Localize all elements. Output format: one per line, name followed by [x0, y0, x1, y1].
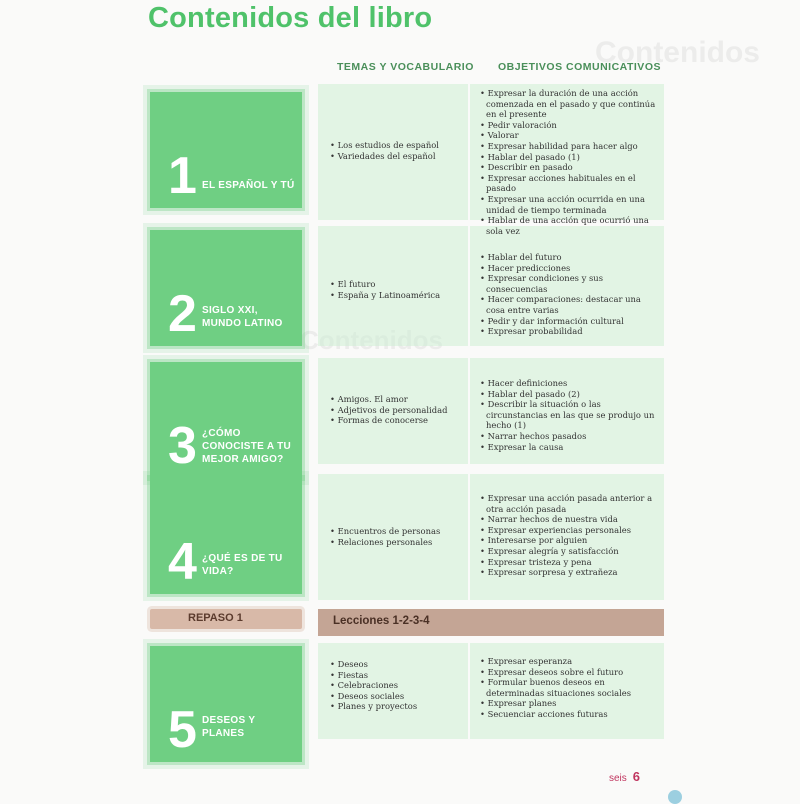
unit-title: DESEOS Y PLANES [202, 715, 256, 739]
list-item: • Narrar hechos pasados [480, 431, 660, 442]
unit-title: ¿QUÉ ES DE TU VIDA? [202, 553, 283, 577]
repaso-text: REPASO 1 [188, 612, 243, 624]
unit-block-1 [150, 92, 302, 208]
page-number-word: seis [608, 773, 627, 784]
unit-block-2 [150, 230, 302, 346]
unit-number: 3 [168, 417, 197, 475]
objectives-list-3 [480, 378, 660, 452]
vocabulary-list-5 [330, 659, 460, 712]
objectives-list-2 [480, 252, 660, 337]
list-item: • Expresar probabilidad [480, 326, 660, 337]
list-item: • Relaciones personales [330, 537, 460, 548]
page-footer [609, 768, 640, 786]
page-number: 6 [632, 769, 640, 784]
list-item: • Celebraciones [330, 680, 460, 691]
list-item: • Expresar alegría y satisfacción [480, 546, 660, 557]
list-item: • Expresar tristeza y pena [480, 557, 660, 568]
list-item: • Los estudios de español [330, 140, 460, 151]
list-item: • Pedir y dar información cultural [480, 316, 660, 327]
list-item: • Describir la situación o las circunstancias en las que se produjo un hecho (1) [480, 399, 660, 431]
list-item: • Hablar de una acción que ocurrió una sola vez [480, 215, 660, 236]
list-item: • Hacer comparaciones: destacar una cosa entre varias [480, 294, 660, 315]
list-item: • Hacer definiciones [480, 378, 660, 389]
list-item: • Deseos sociales [330, 691, 460, 702]
repaso-label [150, 609, 302, 629]
unit-title: EL ESPAÑOL Y TÚ [202, 180, 295, 191]
list-item: • Secuenciar acciones futuras [480, 709, 660, 720]
unit-number: 1 [168, 147, 197, 205]
list-item: • Describir en pasado [480, 162, 660, 173]
list-item: • Expresar planes [480, 698, 660, 709]
list-item: • Interesarse por alguien [480, 535, 660, 546]
list-item: • Narrar hechos de nuestra vida [480, 514, 660, 525]
list-item: • Expresar deseos sobre el futuro [480, 667, 660, 678]
list-item: • Pedir valoración [480, 120, 660, 131]
list-item: • Expresar acciones habituales en el pasado [480, 173, 660, 194]
lessons-bar [318, 609, 664, 636]
list-item: • Expresar la causa [480, 442, 660, 453]
objectives-list-4 [480, 493, 660, 578]
objectives-list-5 [480, 656, 660, 720]
list-item: • Deseos [330, 659, 460, 670]
list-item: • Hablar del pasado (2) [480, 389, 660, 400]
list-item: • Hablar del futuro [480, 252, 660, 263]
list-item: • Expresar esperanza [480, 656, 660, 667]
list-item: • Expresar experiencias personales [480, 525, 660, 536]
list-item: • Variedades del español [330, 151, 460, 162]
column-header-objectives: OBJETIVOS COMUNICATIVOS [498, 61, 661, 73]
unit-number: 4 [168, 533, 197, 591]
page-title: Contenidos del libro [148, 2, 433, 34]
list-item: • Expresar una acción pasada anterior a otra acción pasada [480, 493, 660, 514]
unit-number: 2 [168, 285, 197, 343]
list-item: • Valorar [480, 130, 660, 141]
objectives-list-1 [480, 88, 660, 236]
list-item: • Expresar habilidad para hacer algo [480, 141, 660, 152]
unit-block-5 [150, 646, 302, 762]
list-item: • Hacer predicciones [480, 263, 660, 274]
unit-block-4 [150, 478, 302, 594]
list-item: • Formular buenos deseos en determinadas situaciones sociales [480, 677, 660, 698]
list-item: • Expresar sorpresa y extrañeza [480, 567, 660, 578]
list-item: • Formas de conocerse [330, 415, 460, 426]
unit-block-3 [150, 362, 302, 478]
list-item: • España y Latinoamérica [330, 290, 460, 301]
column-header-vocabulary: TEMAS Y VOCABULARIO [337, 61, 474, 73]
list-item: • Adjetivos de personalidad [330, 405, 460, 416]
vocabulary-list-3 [330, 394, 460, 426]
corner-decoration [668, 790, 682, 804]
list-item: • Hablar del pasado (1) [480, 152, 660, 163]
list-item: • Expresar una acción ocurrida en una unidad de tiempo terminada [480, 194, 660, 215]
list-item: • Fiestas [330, 670, 460, 681]
list-item: • Planes y proyectos [330, 701, 460, 712]
list-item: • Expresar la duración de una acción comenzada en el pasado y que continúa en el presente [480, 88, 660, 120]
unit-title: SIGLO XXI, MUNDO LATINO [202, 305, 283, 329]
vocabulary-list-1 [330, 140, 460, 161]
list-item: • El futuro [330, 279, 460, 290]
list-item: • Amigos. El amor [330, 394, 460, 405]
background-bleed: Contenidos [595, 36, 760, 69]
list-item: • Encuentros de personas [330, 526, 460, 537]
vocabulary-list-4 [330, 526, 460, 547]
lessons-text: Lecciones 1-2-3-4 [333, 615, 430, 627]
vocabulary-list-2 [330, 279, 460, 300]
unit-number: 5 [168, 701, 197, 759]
unit-title: ¿CÓMO CONOCISTE A TU MEJOR AMIGO? [202, 428, 292, 465]
list-item: • Expresar condiciones y sus consecuencias [480, 273, 660, 294]
